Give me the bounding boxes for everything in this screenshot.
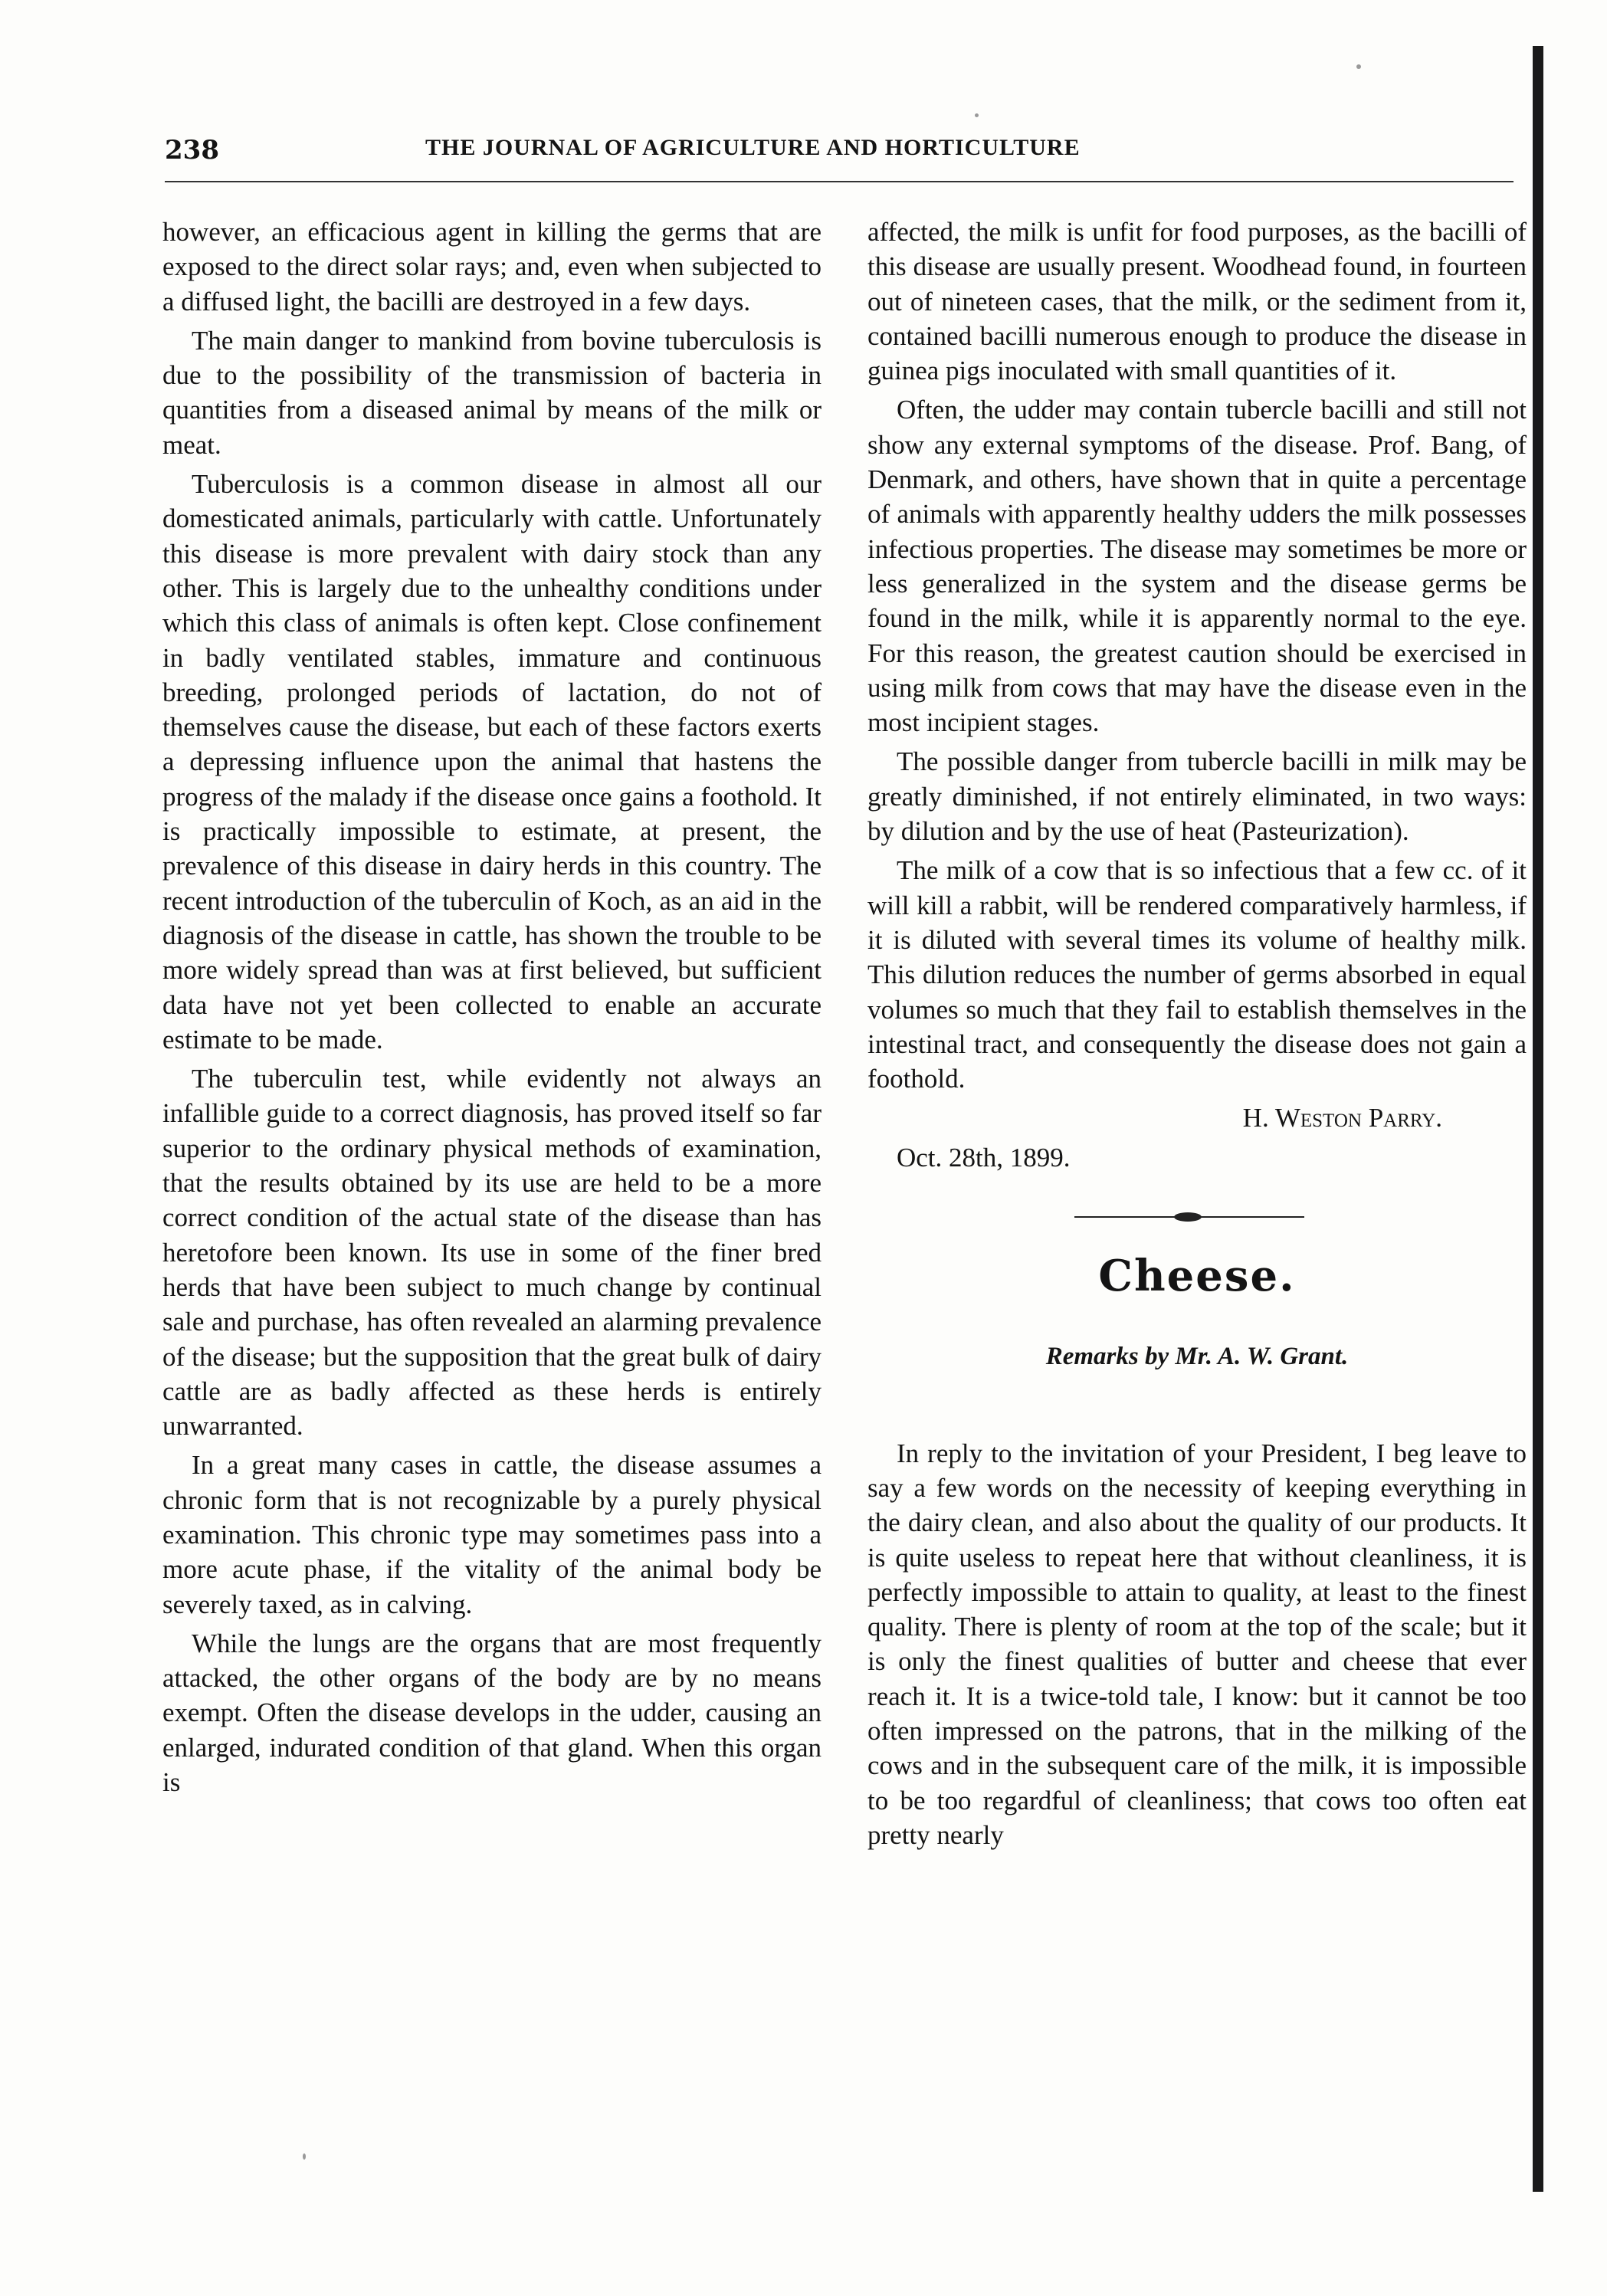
paragraph: Tuberculosis is a common disease in almost all our domesticated animals, particularly with cattle. Unfortunately this disease is more prevalent with dairy stock than any other. This is largely due to the unhealthy conditions under which this class of animals is often kept. Close confinement in badly ventilated stables, immature and continuous breeding, prolonged periods of lactation, do not of themselves cause the disease, but each of these factors exerts a depressing influence upon the animal that hastens the progress of the malady if the disease once gains a foothold. It is practically impossible to estimate, at present, the prevalence of this disease in dairy herds in this country. The recent introduction of the tuberculin of Koch, as an aid in the diagnosis of the disease in cattle, has shown the trouble to be more widely spread than was at first believed, but sufficient data have not yet been collected to enable an accurate estimate to be made. bbox=[162, 469, 822, 1055]
paragraph: While the lungs are the organs that are most frequently attacked, the other organs of the body are by no means exempt. Often the disease develops in the udder, causing an enlarged, indurated condition of that gland. When this organ is bbox=[162, 1628, 822, 1798]
paragraph: In reply to the invitation of your President, I beg leave to say a few words on the necessity of keeping everything in the dairy clean, and also about the quality of our products. It is quite useless to repeat here that without cleanliness, it is perfectly impossible to attain to quality, at least to the finest quality. There is plenty of room at the top of the scale; but it is only the finest qualities of butter and cheese that ever reach it. It is a twice-told tale, I know: but it cannot be too often impressed on the patrons, that in the milking of the cows and in the subsequent care of the milk, it is impossible to be too regardful of cleanliness; that cows too often eat pretty nearly bbox=[867, 1438, 1527, 1850]
paragraph: The milk of a cow that is so infectious that a few cc. of it will kill a rabbit, will be rendered comparatively harmless, if it is diluted with several times its volume of healthy milk. This dilution reduces the number of germs absorbed in equal volumes so much that they fail to establish themselves in the intestinal tract, and consequently the disease does not gain a foothold. bbox=[867, 855, 1527, 1094]
section-divider bbox=[867, 1205, 1527, 1228]
paragraph: The main danger to mankind from bovine tuberculosis is due to the possibility of the transmission of bacteria in quantities from a diseased animal by means of the milk or meat. bbox=[162, 325, 822, 460]
section-title: Cheese. bbox=[1098, 1251, 1296, 1302]
divider-ornament bbox=[1174, 1212, 1202, 1222]
scan-speck bbox=[1356, 64, 1361, 69]
section-byline: Remarks by Mr. A. W. Grant. bbox=[1045, 1343, 1349, 1371]
paragraph: affected, the milk is unfit for food purposes, as the bacilli of this disease are usually present. Woodhead found, in fourteen out of nineteen cases, that the milk, or the sediment from it, contained bacilli numerous enough to produce the disease in guinea pigs inoculated with small quantities of it. bbox=[867, 217, 1527, 386]
page-number: 238 bbox=[165, 135, 219, 166]
right-column bbox=[867, 215, 1527, 1857]
scan-speck bbox=[975, 113, 979, 117]
paragraph: In a great many cases in cattle, the disease assumes a chronic form that is not recognizable by a purely physical examination. This chronic type may sometimes pass into a more acute phase, if the vitality of the animal body be severely taxed, as in calving. bbox=[162, 1450, 822, 1619]
running-head: THE JOURNAL OF AGRICULTURE AND HORTICULTURE bbox=[425, 135, 1081, 160]
paragraph: The tuberculin test, while evidently not always an infallible guide to a correct diagnosis, has proved itself so far superior to the ordinary physical methods of examination, that the results obtained by its use are held to be a more correct condition of the actual state of the disease than has heretofore been known. Its use in some of the finer bred herds that have been subject to much change by continual sale and purchase, has often revealed an alarming prevalence of the disease; but the supposition that the great bulk of dairy cattle are as badly affected as these herds is entirely unwarranted. bbox=[162, 1064, 822, 1442]
paragraph: however, an efficacious agent in killing the germs that are exposed to the direct solar rays; and, even when subjected to a diffused light, the bacilli are destroyed in a few days. bbox=[162, 217, 822, 317]
left-column bbox=[162, 215, 822, 1804]
paragraph: The possible danger from tubercle bacilli in milk may be greatly diminished, if not entirely eliminated, in two ways: by dilution and by the use of heat (Pasteurization). bbox=[867, 746, 1527, 847]
header-rule bbox=[165, 181, 1514, 182]
paragraph: Often, the udder may contain tubercle bacilli and still not show any external symptoms of the disease. Prof. Bang, of Denmark, and others, have shown that in quite a percentage of animals with apparently healthy udders the milk possesses infectious properties. The disease may sometimes be more or less generalized in the system and the disease germs be found in the milk, while it is apparently normal to the eye. For this reason, the greatest caution should be exercised in using milk from cows that may have the disease even in the most incipient stages. bbox=[867, 395, 1527, 738]
scan-speck bbox=[303, 2153, 306, 2160]
dateline: Oct. 28th, 1899. bbox=[897, 1142, 1071, 1173]
author-signature: H. Weston Parry. bbox=[1242, 1103, 1442, 1133]
page-header bbox=[165, 135, 1514, 173]
page-edge-bar bbox=[1533, 46, 1543, 2192]
